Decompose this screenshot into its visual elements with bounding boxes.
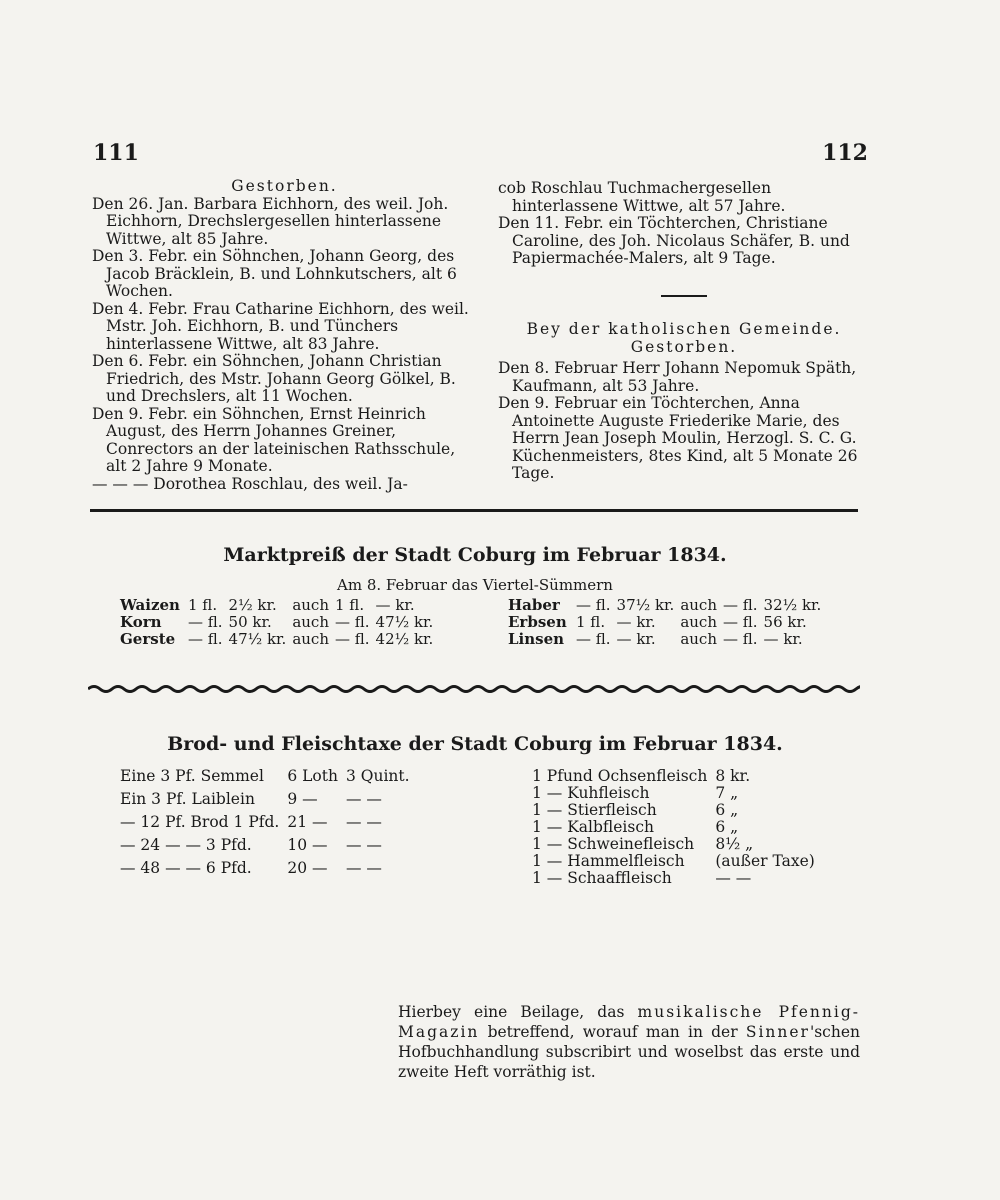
table-cell: — 48 — — 6 Pfd. [120, 859, 252, 877]
supplement-title: musikalische Pfennig-Magazin [398, 1003, 861, 1041]
bread-tax-row [120, 834, 418, 857]
meat-tax-row [532, 785, 823, 802]
table-cell: 1 — Hammelfleisch [532, 852, 685, 870]
table-cell: Eine 3 Pf. Semmel [120, 767, 264, 785]
table-cell: — — [345, 836, 382, 854]
market-price-subtitle: Am 8. Februar das Viertel-Sümmern [337, 576, 613, 594]
table-cell: — fl. [335, 630, 370, 648]
meat-tax-row [532, 802, 823, 819]
meat-tax-row [532, 870, 823, 887]
market-price-table-right [508, 597, 827, 648]
table-cell: 50 kr. [228, 613, 272, 631]
table-cell: 37½ kr. [616, 596, 675, 614]
table-cell: 21 — [287, 813, 328, 831]
table-cell: — — [345, 790, 382, 808]
death-entry: Den 6. Febr. ein Söhnchen, Johann Christian Friedrich, des Mstr. Johann Georg Gölkel, B. und Drechslers, alt 11 Wochen. [92, 352, 456, 405]
meat-tax-table [532, 768, 823, 887]
deaths-column-right [498, 180, 870, 483]
death-entry: Den 3. Febr. ein Söhnchen, Johann Georg, des Jacob Bräcklein, B. und Lohnkutschers, alt 6 Wochen. [92, 247, 457, 300]
meat-tax-row [532, 853, 823, 870]
table-cell: 1 — Schweinefleisch [532, 835, 695, 853]
supplement-text: Hierbey eine Beilage, das [398, 1003, 638, 1021]
table-cell: 6 „ [715, 818, 739, 836]
table-cell: 56 kr. [763, 613, 807, 631]
market-price-table-left [120, 597, 439, 648]
table-cell: 3 Quint. [345, 767, 410, 785]
wavy-divider [88, 684, 860, 694]
table-cell: 1 — Kuhfleisch [532, 784, 650, 802]
table-cell: 8½ „ [715, 835, 754, 853]
table-cell: auch [680, 596, 717, 614]
table-cell: — kr. [375, 596, 415, 614]
table-cell: — fl. [576, 596, 611, 614]
table-cell: auch [292, 596, 329, 614]
table-cell: 47½ kr. [228, 630, 287, 648]
table-cell: Gerste [120, 630, 176, 648]
table-cell: Linsen [508, 630, 565, 648]
table-cell: — — [345, 813, 382, 831]
death-entry: Den 4. Febr. Frau Catharine Eichhorn, des weil. Mstr. Joh. Eichhorn, B. und Tünchers hinterlassene Wittwe, alt 83 Jahre. [92, 299, 469, 353]
table-cell: — fl. [188, 613, 223, 631]
table-cell: 6 „ [715, 801, 739, 819]
section-heading-gestorben-catholic: Gestorben. [630, 337, 738, 356]
table-cell: — — [715, 869, 752, 887]
market-price-row [508, 614, 827, 631]
table-cell: 1 — Schaaffleisch [532, 869, 672, 887]
table-cell: (außer Taxe) [715, 852, 815, 870]
meat-tax-row [532, 836, 823, 853]
page-number-right: 112 [822, 140, 868, 166]
table-cell: 1 Pfund Ochsenfleisch [532, 767, 708, 785]
table-cell: 8 kr. [715, 767, 751, 785]
table-cell: 47½ kr. [375, 613, 434, 631]
table-cell: — kr. [616, 630, 656, 648]
market-price-row [508, 597, 827, 614]
table-cell: 1 fl. [188, 596, 218, 614]
table-cell: — fl. [723, 613, 758, 631]
table-cell: Waizen [120, 596, 180, 614]
table-cell: — fl. [723, 596, 758, 614]
table-cell: Erbsen [508, 613, 567, 631]
deaths-column-left [92, 178, 477, 493]
table-cell: 6 Loth [287, 767, 338, 785]
section-divider [498, 284, 870, 302]
table-cell: — fl. [335, 613, 370, 631]
table-cell: 10 — [287, 836, 328, 854]
table-cell: auch [292, 613, 329, 631]
table-cell: Haber [508, 596, 560, 614]
death-entry: Den 8. Februar Herr Johann Nepomuk Späth, Kaufmann, alt 53 Jahre. [498, 359, 857, 395]
death-entry: cob Roschlau Tuchmachergesellen hinterlassene Wittwe, alt 57 Jahre. [498, 179, 786, 215]
death-entry: Den 26. Jan. Barbara Eichhorn, des weil. Joh. Eichhorn, Drechslergesellen hinterlassene Wittwe, alt 85 Jahre. [92, 194, 449, 248]
table-cell: auch [680, 613, 717, 631]
publisher-name: Sinner [745, 1023, 810, 1041]
table-cell: — fl. [188, 630, 223, 648]
table-cell: — 24 — — 3 Pfd. [120, 836, 252, 854]
bread-tax-row [120, 811, 418, 834]
bread-tax-row [120, 857, 418, 880]
supplement-text: betreffend, worauf man in der [479, 1023, 746, 1041]
table-cell: — — [345, 859, 382, 877]
table-cell: — kr. [763, 630, 803, 648]
section-heading-catholic: Bey der katholischen Gemeinde. [526, 320, 842, 338]
table-cell: 1 fl. [335, 596, 365, 614]
table-cell: Korn [120, 613, 162, 631]
table-cell: — 12 Pf. Brod 1 Pfd. [120, 813, 280, 831]
section-heading-gestorben: Gestorben. [231, 177, 338, 195]
table-cell: 32½ kr. [763, 596, 822, 614]
death-entry: Den 9. Febr. ein Söhnchen, Ernst Heinrich August, des Herrn Johannes Greiner, Conrectors an der lateinischen Rathsschule, alt 2 Jahre 9 Monate. [92, 404, 456, 475]
bread-tax-table [120, 765, 418, 880]
table-cell: auch [680, 630, 717, 648]
market-price-row [120, 631, 439, 648]
bread-tax-row [120, 788, 418, 811]
death-entry: Den 11. Febr. ein Töchterchen, Christiane Caroline, des Joh. Nicolaus Schäfer, B. und Papiermachée-Malers, alt 9 Tage. [498, 214, 850, 267]
table-cell: 1 — Kalbfleisch [532, 818, 655, 836]
table-cell: 9 — [287, 790, 318, 808]
meat-tax-row [532, 768, 823, 785]
table-cell: 20 — [287, 859, 328, 877]
supplement-text: 'schen Hofbuchhandlung subscribirt und woselbst das erste und zweite Heft vorräthig ist. [398, 1023, 860, 1081]
table-cell: 1 fl. [576, 613, 606, 631]
table-cell: 1 — Stierfleisch [532, 801, 657, 819]
table-cell: — kr. [616, 613, 656, 631]
market-price-row [120, 614, 439, 631]
table-cell: 2½ kr. [228, 596, 277, 614]
table-cell: Ein 3 Pf. Laiblein [120, 790, 255, 808]
table-cell: 42½ kr. [375, 630, 434, 648]
market-price-title: Marktpreiß der Stadt Coburg im Februar 1834. [223, 544, 727, 566]
market-price-row [508, 631, 827, 648]
table-cell: — fl. [723, 630, 758, 648]
horizontal-rule [90, 509, 858, 512]
supplement-notice [398, 1002, 860, 1082]
table-cell: 7 „ [715, 784, 739, 802]
table-cell: — fl. [576, 630, 611, 648]
death-entry: Den 9. Februar ein Töchterchen, Anna Antoinette Auguste Friederike Marie, des Herrn Jean Joseph Moulin, Herzogl. S. C. G. Küchenmeisters, 8tes Kind, alt 5 Monate 26 Tage. [498, 394, 858, 482]
market-price-row [120, 597, 439, 614]
meat-tax-row [532, 819, 823, 836]
table-cell: auch [292, 630, 329, 648]
page-number-left: 111 [93, 140, 139, 166]
death-entry: — — — Dorothea Roschlau, des weil. Ja- [92, 474, 408, 493]
bread-meat-tax-title: Brod- und Fleischtaxe der Stadt Coburg im Februar 1834. [167, 733, 783, 755]
bread-tax-row [120, 765, 418, 788]
